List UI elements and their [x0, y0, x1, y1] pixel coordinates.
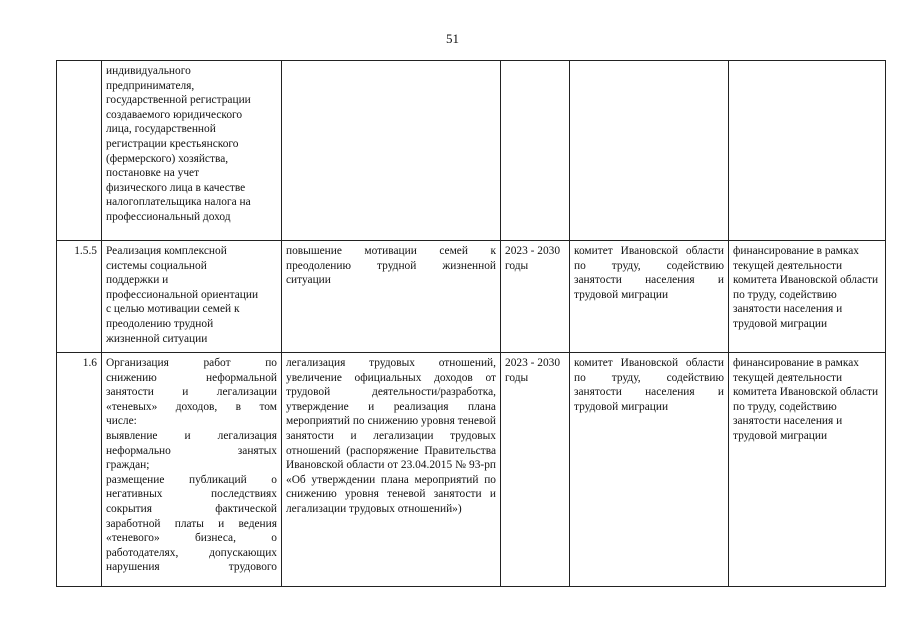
measure-name-line: с целью мотивации семей к — [106, 303, 240, 316]
measure-name-line: нарушения трудового — [106, 561, 277, 574]
measure-name-line: создаваемого юридического — [106, 108, 243, 121]
measure-name-line: выявление и легализация — [106, 429, 277, 442]
measure-name-line: Реализация комплексной — [106, 245, 227, 257]
financing-source: финансирование в рамках текущей деятельности комитета Ивановской области по труду, содействию занятости населения и трудовой миграции — [729, 353, 886, 587]
measure-name-line: поддержки и — [106, 274, 169, 287]
table-row — [57, 241, 886, 353]
table-row — [57, 61, 886, 241]
measures-table — [56, 60, 886, 587]
expected-result — [282, 61, 501, 241]
implementation-period: 2023 - 2030 годы — [501, 353, 570, 587]
executor: комитет Ивановской области по труду, содействию занятости населения и трудовой миграции — [570, 241, 729, 353]
measure-name-line: государственной регистрации — [106, 94, 251, 107]
measure-name-line: жизненной ситуации — [106, 332, 208, 345]
measure-name-line: (фермерского) хозяйства, — [106, 152, 229, 165]
measure-name-line: индивидуального — [106, 65, 191, 77]
expected-result: повышение мотивации семей к преодолению трудной жизненной ситуации — [282, 241, 501, 353]
measure-name-line: граждан; — [106, 459, 150, 472]
measure-name-line: профессиональный доход — [106, 210, 231, 223]
executor — [570, 61, 729, 241]
executor: комитет Ивановской области по труду, содействию занятости населения и трудовой миграции — [570, 353, 729, 587]
measure-name-line: сокрытия фактической — [106, 502, 277, 515]
page-number: 51 — [446, 31, 459, 46]
measure-name-line: предпринимателя, — [106, 79, 195, 92]
measure-name-line: числе: — [106, 415, 137, 428]
measure-name-line: преодолению трудной — [106, 317, 214, 330]
measure-name-line: «теневых» доходов, в том — [106, 400, 277, 413]
measure-name-line: «теневого» бизнеса, о — [106, 532, 277, 545]
measure-name-line: профессиональной ориентации — [106, 288, 259, 301]
measure-name-line: работодателях, допускающих — [106, 546, 277, 559]
measure-name-line: занятости и легализации — [106, 386, 277, 399]
measure-name-line: физического лица в качестве — [106, 181, 246, 194]
measure-name-line: размещение публикаций о — [106, 473, 277, 486]
table-row — [57, 353, 886, 587]
measure-name-line: лица, государственной — [106, 123, 216, 136]
measure-name — [102, 241, 282, 353]
measure-name-line: регистрации крестьянского — [106, 137, 239, 150]
measure-name-line: неформально занятых — [106, 444, 277, 457]
row-number — [57, 61, 102, 241]
expected-result: легализация трудовых отношений, увеличение официальных доходов от трудовой деятельности/разработка, утверждение и реализация плана мероприятий по снижению уровня теневой занятости и легализации трудовых отношений (распоряжение Правительства Ивановской области от 23.04.2015 № 93-рп «Об утверждении плана мероприятий по снижению уровня теневой занятости и легализации трудовых отношений») — [282, 353, 501, 587]
measure-name-line: постановке на учет — [106, 167, 200, 180]
measure-name — [102, 353, 282, 587]
row-number: 1.6 — [57, 353, 102, 587]
measure-name — [102, 61, 282, 241]
measure-name-line: снижению неформальной — [106, 371, 277, 384]
measure-name-line: системы социальной — [106, 259, 207, 272]
measure-name-line: негативных последствиях — [106, 488, 277, 501]
implementation-period: 2023 - 2030 годы — [501, 241, 570, 353]
measure-name-line: налогоплательщика налога на — [106, 196, 251, 209]
financing-source — [729, 61, 886, 241]
row-number: 1.5.5 — [57, 241, 102, 353]
measure-name-line: заработной платы и ведения — [106, 517, 277, 530]
measure-name-line: Организация работ по — [106, 357, 277, 369]
financing-source: финансирование в рамках текущей деятельности комитета Ивановской области по труду, содействию занятости населения и трудовой миграции — [729, 241, 886, 353]
implementation-period — [501, 61, 570, 241]
